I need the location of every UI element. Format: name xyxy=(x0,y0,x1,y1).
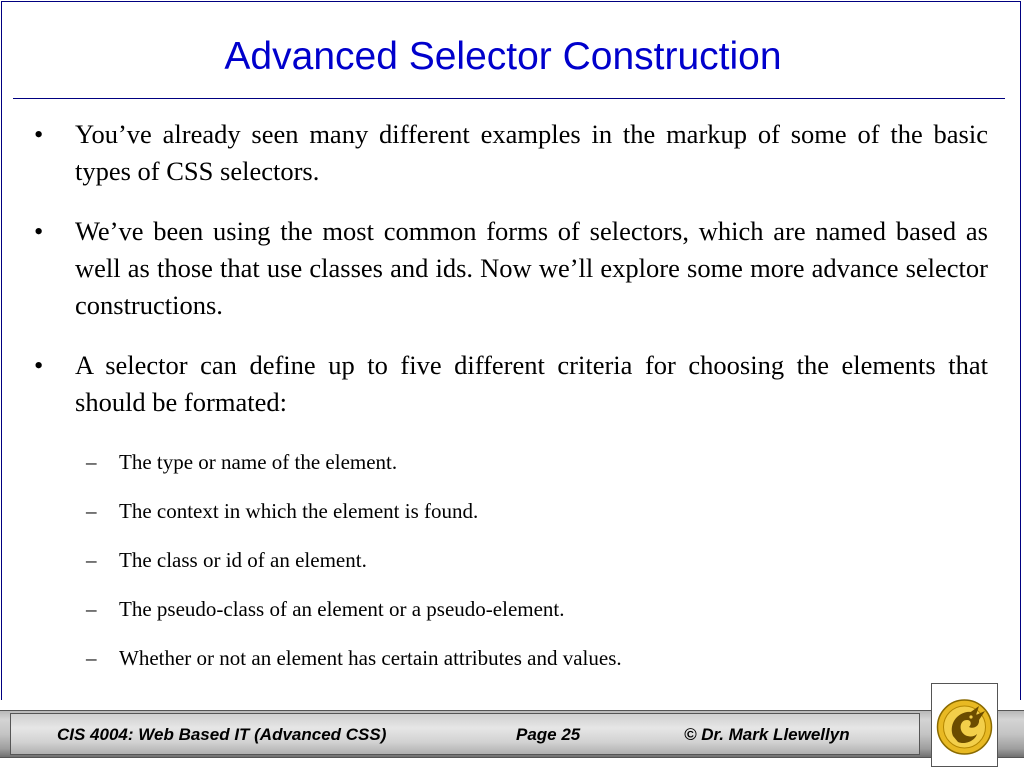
slide-body xyxy=(30,116,988,694)
sub-bullet-marker: – xyxy=(86,450,97,474)
sub-bullet-item xyxy=(30,449,988,475)
title-divider xyxy=(13,98,1005,99)
sub-bullet-item xyxy=(30,498,988,524)
sub-bullet-text: The pseudo-class of an element or a pseudo-element. xyxy=(119,597,565,621)
bullet-text: A selector can define up to five different criteria for choosing the elements that should be formated: xyxy=(75,350,988,417)
sub-bullet-text: The class or id of an element. xyxy=(119,548,367,572)
sub-bullet-marker: – xyxy=(86,499,97,523)
footer-page-number: Page 25 xyxy=(516,725,581,744)
sub-bullet-item xyxy=(30,596,988,622)
sub-bullet-marker: – xyxy=(86,548,97,572)
bullet-item xyxy=(30,116,988,190)
sub-bullet-text: Whether or not an element has certain attributes and values. xyxy=(119,646,622,670)
bullet-marker: • xyxy=(34,350,44,380)
sub-bullet-item xyxy=(30,547,988,573)
bullet-text: We’ve been using the most common forms of selectors, which are named based as well as those that use classes and ids. Now we’ll explore some more advance selector constructions. xyxy=(75,216,988,320)
logo-frame xyxy=(931,683,998,767)
footer-course: CIS 4004: Web Based IT (Advanced CSS) xyxy=(57,725,387,744)
bullet-item xyxy=(30,347,988,421)
sub-bullet-item xyxy=(30,645,988,671)
sub-bullet-text: The type or name of the element. xyxy=(119,450,398,474)
bullet-marker: • xyxy=(34,119,44,149)
sub-bullet-marker: – xyxy=(86,646,97,670)
ucf-pegasus-logo-icon xyxy=(935,696,994,758)
sub-bullet-marker: – xyxy=(86,597,97,621)
sub-bullet-text: The context in which the element is found. xyxy=(119,499,479,523)
slide-title: Advanced Selector Construction xyxy=(224,35,782,78)
footer-copyright: © Dr. Mark Llewellyn xyxy=(684,725,850,744)
bullet-marker: • xyxy=(34,216,44,246)
bullet-text: You’ve already seen many different examples in the markup of some of the basic types of CSS selectors. xyxy=(75,119,988,186)
bullet-item xyxy=(30,213,988,324)
